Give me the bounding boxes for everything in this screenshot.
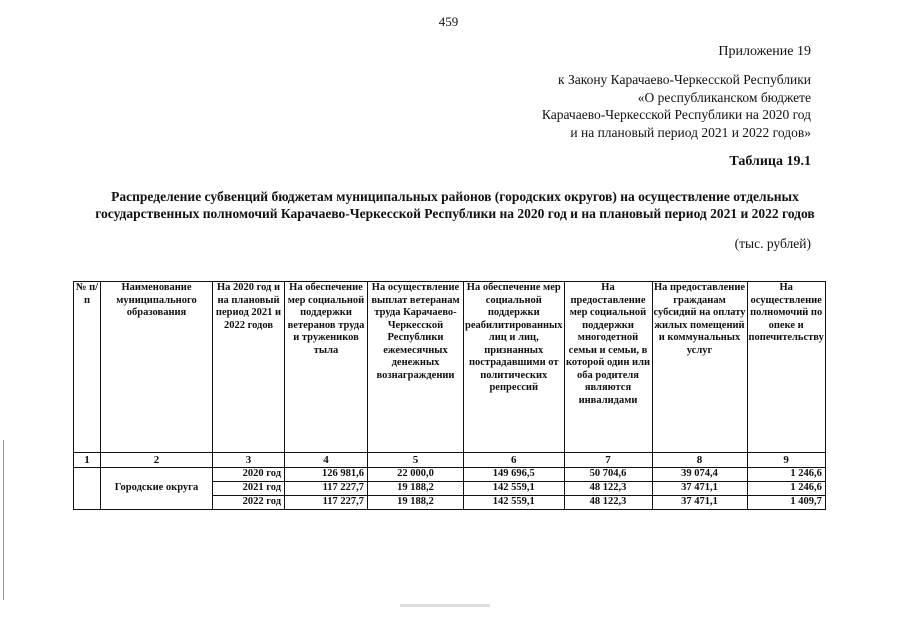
column-number: 1 [74,453,101,468]
table-row [74,468,826,482]
column-number: 8 [652,453,747,468]
value-cell: 117 227,7 [285,482,368,496]
value-cell: 1 246,6 [747,482,825,496]
header-cell-number: № п/п [74,282,101,453]
law-reference-line: «О республиканском бюджете [637,89,811,105]
value-cell: 19 188,2 [368,496,464,510]
value-cell: 39 074,4 [652,468,747,482]
value-cell: 117 227,7 [285,496,368,510]
year-cell: 2020 год [213,468,285,482]
value-cell: 48 122,3 [564,482,652,496]
header-row [74,282,826,453]
municipality-cell: Городские округа [101,468,213,510]
table-number: Таблица 19.1 [729,154,811,169]
value-cell: 149 696,5 [464,468,565,482]
scan-edge-line [3,440,4,600]
header-cell-veterans-support: На обеспечение мер социальной поддержки ветеранов труда и тружеников тыла [285,282,368,453]
column-number: 7 [564,453,652,468]
header-cell-guardianship: На осуществление полномочий по опеке и попечительству [747,282,825,453]
column-number: 6 [464,453,565,468]
row-number-cell [74,468,101,510]
year-cell: 2021 год [213,482,285,496]
value-cell: 19 188,2 [368,482,464,496]
column-number: 3 [213,453,285,468]
law-reference [542,71,811,141]
value-cell: 22 000,0 [368,468,464,482]
header-cell-housing-subsidies: На предоставление гражданам субсидий на оплату жилых помещений и коммунальных услуг [652,282,747,453]
law-reference-line: и на плановый период 2021 и 2022 годов» [570,124,811,140]
value-cell: 142 559,1 [464,496,565,510]
header-cell-total: На 2020 год и на плановый период 2021 и 2022 годов [213,282,285,453]
header-cell-repressed-support: На обеспечение мер социальной поддержки реабилитированных лиц и лиц, признанных пострадавшими от политических репрессий [464,282,565,453]
value-cell: 142 559,1 [464,482,565,496]
header-cell-municipality: Наименование муниципального образования [101,282,213,453]
units-label: (тыс. рублей) [734,236,811,251]
header-cell-large-families: На предоставление мер социальной поддержки многодетной семьи и семьи, в которой один или оба родителя являются инвалидами [564,282,652,453]
column-number-row [74,453,826,468]
column-number: 2 [101,453,213,468]
law-reference-line: Карачаево-Черкесской Республики на 2020 год [541,107,811,122]
column-number: 5 [368,453,464,468]
value-cell: 37 471,1 [652,496,747,510]
column-number: 4 [285,453,368,468]
value-cell: 37 471,1 [652,482,747,496]
header-cell-veterans-payments: На осуществление выплат ветеранам труда Карачаево-Черкесской Республики ежемесячных денежных вознаграждении [368,282,464,453]
value-cell: 50 704,6 [564,468,652,482]
document-title: Распределение субвенций бюджетам муниципальных районов (городских округов) на осуществление отдельных государственных полномочий Карачаево-Черкесской Республики на 2020 год и на плановый период 2021 и 2022 годов [95,189,815,221]
year-cell: 2022 год [213,496,285,510]
page-number: 459 [438,14,459,29]
appendix-label: Приложение 19 [718,44,811,59]
value-cell: 1 409,7 [747,496,825,510]
subvention-table [73,281,826,510]
value-cell: 48 122,3 [564,496,652,510]
value-cell: 126 981,6 [285,468,368,482]
scan-smudge [400,604,490,607]
law-reference-line: к Закону Карачаево-Черкесской Республики [558,72,811,87]
value-cell: 1 246,6 [747,468,825,482]
column-number: 9 [747,453,825,468]
